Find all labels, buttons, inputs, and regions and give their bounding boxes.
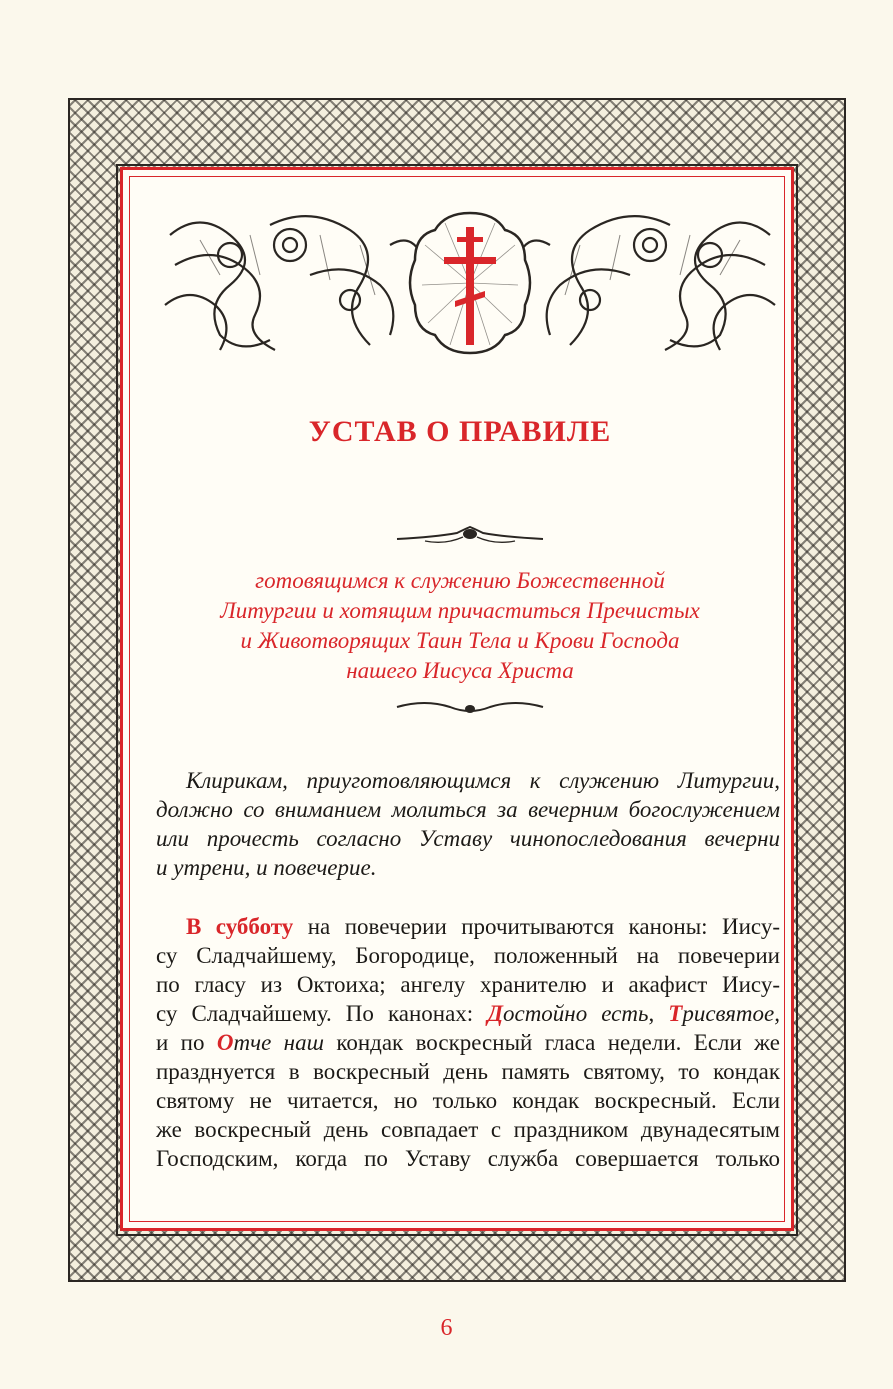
text-line: Клирикам, приуготовляющимся к служению Литургии, (186, 768, 780, 793)
red-initial: Т (668, 1001, 683, 1026)
text-line: святому не читается, но только кондак воскресный. Если (156, 1088, 780, 1113)
ornament-divider-icon (395, 695, 545, 719)
headpiece-ornament (160, 205, 780, 360)
text-line: же воскресный день совпадает с праздником двунадесятым (156, 1117, 780, 1142)
red-initial: О (216, 1030, 234, 1055)
text-line (156, 1028, 780, 1057)
text-fragment: кондак воскресный гласа недели. Если же (323, 1030, 780, 1055)
text-line (156, 912, 780, 941)
red-initial: Д (487, 1001, 503, 1026)
subtitle-line: готовящимся к служению Божественной (255, 568, 665, 593)
saturday-lead: В субботу (186, 914, 294, 939)
subtitle-line: нашего Иисуса Христа (346, 658, 574, 683)
text-line: Господским, когда по Уставу служба совершается только (156, 1146, 780, 1171)
prayer-name: остойно есть (502, 1001, 649, 1026)
paragraph-clergy (156, 766, 780, 882)
text-line: по гласу из Октоиха; ангелу хранителю и акафист Иису- (156, 972, 780, 997)
ornament-divider-icon (395, 523, 545, 547)
subtitle-line: Литургии и хотящим причаститься Пречистых (220, 598, 700, 623)
text-line: су Сладчайшему, Богородице, положенный на повечерии (156, 943, 780, 968)
page-title: УСТАВ О ПРАВИЛЕ (308, 415, 612, 448)
text-fragment: , (648, 1001, 669, 1026)
text-line (156, 999, 780, 1028)
text-fragment: на повечерии прочитываются каноны: Иису- (293, 914, 780, 939)
prayer-name: рисвятое, (682, 1001, 780, 1026)
text-line: или прочесть согласно Уставу чинопоследования вечерни (156, 826, 780, 851)
page-number: 6 (440, 1315, 453, 1341)
subtitle-line: и Животворящих Таин Тела и Крови Господа (240, 628, 680, 653)
text-fragment: и по (156, 1030, 217, 1055)
subtitle (150, 566, 770, 686)
text-line: должно со вниманием молиться за вечерним богослужением (156, 797, 780, 822)
paragraph-saturday (156, 912, 780, 1173)
prayer-name: тче наш (233, 1030, 324, 1055)
text-line: празднуется в воскресный день память святому, то кондак (156, 1059, 780, 1084)
text-line: и утрени, и повечерие. (156, 855, 377, 880)
text-fragment: су Сладчайшему. По канонах: (156, 1001, 488, 1026)
